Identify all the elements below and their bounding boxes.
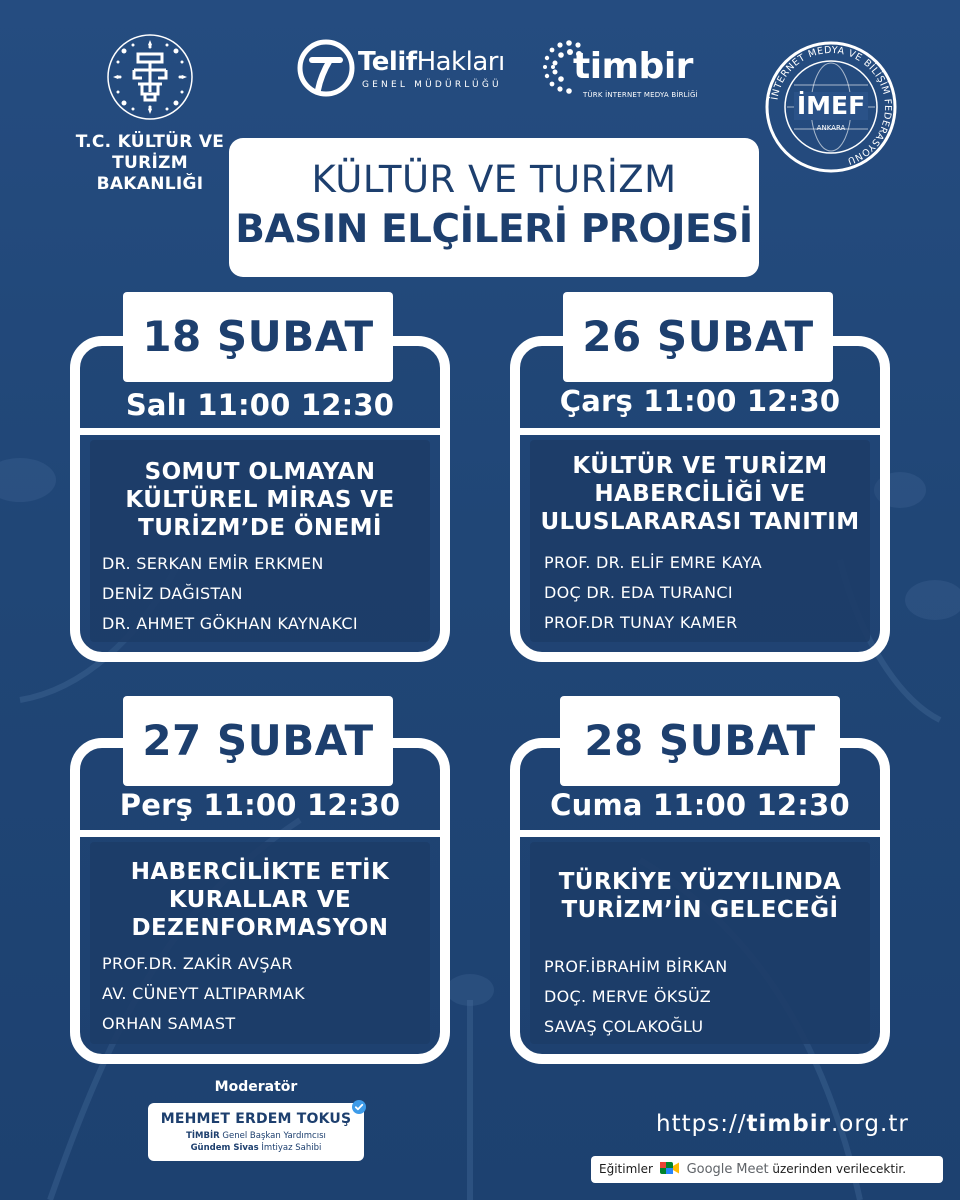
session-topic-1: SOMUT OLMAYAN KÜLTÜREL MİRAS VE TURİZM’DE ÖNEMİ <box>125 459 395 541</box>
speaker: PROF.DR TUNAY KAMER <box>544 613 738 632</box>
session-time-2: Çarş 11:00 12:30 <box>559 384 841 418</box>
speaker: DR. SERKAN EMİR ERKMEN <box>102 554 324 573</box>
speaker: AV. CÜNEYT ALTIPARMAK <box>102 984 305 1003</box>
session-speakers-2 <box>544 548 762 638</box>
ministry-name-line2: BAKANLIĞI <box>96 174 204 194</box>
session-speakers-4 <box>544 952 727 1042</box>
session-time-1: Salı 11:00 12:30 <box>125 388 395 422</box>
moderator-name: MEHMET ERDEM TOKUŞ <box>160 1111 352 1127</box>
telif-haklari-logo <box>296 38 511 102</box>
title-line2: BASIN ELÇİLERİ PROJESİ <box>235 207 753 252</box>
moderator-card <box>148 1103 364 1161</box>
ministry-logo <box>40 32 260 195</box>
speaker: PROF.İBRAHİM BİRKAN <box>544 957 728 976</box>
title-line1: KÜLTÜR VE TURİZM <box>311 158 677 201</box>
speaker: DENİZ DAĞISTAN <box>102 584 243 603</box>
google-meet-note: Eğitimler Google Meet üzerinden verilecektir. <box>591 1156 943 1183</box>
google-meet-icon <box>660 1161 680 1175</box>
timbir-logo <box>533 36 698 106</box>
session-date-4: 28 ŞUBAT <box>560 696 840 786</box>
session-time-4: Cuma 11:00 12:30 <box>550 788 850 822</box>
moderator-label: Moderatör <box>214 1079 298 1095</box>
verified-check-icon <box>352 1100 366 1114</box>
speaker: DOÇ. MERVE ÖKSÜZ <box>544 987 711 1006</box>
moderator-role-1: TİMBİR Genel Başkan Yardımcısı <box>186 1131 326 1141</box>
ministry-name-line1: T.C. KÜLTÜR VE TURİZM <box>75 132 225 173</box>
imef-city: ANKARA <box>816 124 846 132</box>
session-time-3: Perş 11:00 12:30 <box>119 788 401 822</box>
timbir-subtitle: TÜRK İNTERNET MEDYA BİRLİĞİ <box>583 91 698 99</box>
speaker: DR. AHMET GÖKHAN KAYNAKCI <box>102 614 358 633</box>
timbir-name: timbir <box>573 46 693 87</box>
imef-seal-icon <box>764 40 898 174</box>
speaker: PROF. DR. ELİF EMRE KAYA <box>544 553 763 572</box>
session-topic-2: KÜLTÜR VE TURİZM HABERCİLİĞİ VE ULUSLARARASI TANITIM <box>540 453 860 535</box>
session-date-3: 27 ŞUBAT <box>123 696 393 786</box>
website-link[interactable]: https://timbir.org.tr <box>656 1111 909 1137</box>
session-topic-3: HABERCİLİKTE ETİK KURALLAR VE DEZENFORMASYON <box>130 859 390 941</box>
session-date-2: 26 ŞUBAT <box>563 292 833 382</box>
svg-text:İNTERNET MEDYA VE BİLİŞİM FEDE: İNTERNET MEDYA VE BİLİŞİM FEDERASYONU <box>769 44 894 167</box>
telif-name: TelifHakları <box>358 47 505 77</box>
telif-logo-icon <box>296 38 356 98</box>
speaker: PROF.DR. ZAKİR AVŞAR <box>102 954 293 973</box>
speaker: SAVAŞ ÇOLAKOĞLU <box>544 1017 704 1036</box>
imef-name: İMEF <box>796 91 866 120</box>
session-speakers-1 <box>102 549 358 639</box>
speaker: DOÇ DR. EDA TURANCI <box>544 583 733 602</box>
session-speakers-3 <box>102 949 305 1039</box>
session-topic-4: TÜRKİYE YÜZYILINDA TURİZM’İN GELECEĞİ <box>558 869 842 923</box>
telif-subtitle: GENEL MÜDÜRLÜĞÜ <box>362 80 502 90</box>
session-date-1: 18 ŞUBAT <box>123 292 393 382</box>
speaker: ORHAN SAMAST <box>102 1014 236 1033</box>
moderator-role-2: Gündem Sivas İmtiyaz Sahibi <box>190 1143 322 1153</box>
ministry-emblem-icon <box>105 32 195 122</box>
project-title-box <box>229 138 759 277</box>
